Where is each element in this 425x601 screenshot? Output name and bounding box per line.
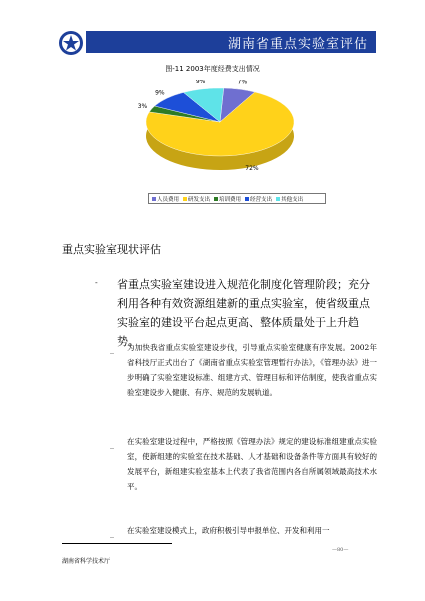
paragraph-item: 在实验室建设过程中，严格按照《管理办法》规定的建设标准组建重点实验室，使新组建的实验室在技术基础、人才基础和设备条件等方面具有较好的发展平台，新组建实验室基本上代表了我省范围内各自所属领域最高技术水平。 xyxy=(127,437,377,491)
legend-item xyxy=(183,195,210,203)
legend-item xyxy=(276,195,303,203)
intro-bullet: - xyxy=(95,278,98,287)
section-heading: 重点实验室现状评估 xyxy=(62,243,161,256)
legend-swatch xyxy=(276,197,280,201)
paragraph-item: 在实验室建设模式上，政府积极引导申报单位、开发和利用一 xyxy=(127,526,330,535)
paragraph-item: 为加快我省重点实验室建设步伐，引导重点实验室健康有序发展。2002年省科技厅正式出台了《湖南省重点实验室管理暂行办法》，《管理办法》进一步明确了实验室建设标准、组建方式、管理目标和评估制度，使我省重点实验室建设步入健康、有序、规范的发展轨道。 xyxy=(127,343,377,397)
item-bullet: _ xyxy=(110,345,114,354)
item-bullet: _ xyxy=(110,529,114,538)
chart-title: 图-11 2003年度经费支出情况 xyxy=(165,65,260,73)
page-header-title: 湖南省重点实验室评估 xyxy=(227,37,368,52)
header-bar xyxy=(86,31,376,53)
legend-item xyxy=(214,195,241,203)
legend-swatch xyxy=(245,197,249,201)
logo-icon xyxy=(58,30,84,56)
legend-label: 研发支出 xyxy=(188,196,211,203)
page-number: —80— xyxy=(332,547,349,553)
pie-label: 7% xyxy=(237,80,248,86)
legend-label: 其他支出 xyxy=(281,196,304,203)
pie-label: 9% xyxy=(155,89,165,97)
legend-item xyxy=(152,195,179,203)
pie-label: 72% xyxy=(245,164,259,172)
pie-label: 3% xyxy=(137,102,148,110)
legend-item xyxy=(245,195,272,203)
footer-organization: 湖南省科学技术厅 xyxy=(62,558,111,565)
footer-divider xyxy=(62,543,172,544)
pie-label: 9% xyxy=(195,80,206,86)
legend-swatch xyxy=(183,197,187,201)
legend-swatch xyxy=(214,197,218,201)
intro-paragraph: 省重点实验室建设进入规范化制度化管理阶段；充分利用各种有效资源组建新的重点实验室，使省级重点实验室的建设平台起点更高、整体质量处于上升趋势。 xyxy=(117,278,370,348)
legend-label: 人员费用 xyxy=(157,196,180,203)
legend-label: 经营支出 xyxy=(250,196,273,203)
legend-swatch xyxy=(152,197,156,201)
chart-legend xyxy=(148,193,326,204)
pie-chart xyxy=(120,80,320,190)
legend-label: 培训费用 xyxy=(219,196,242,203)
item-bullet: _ xyxy=(110,440,114,449)
